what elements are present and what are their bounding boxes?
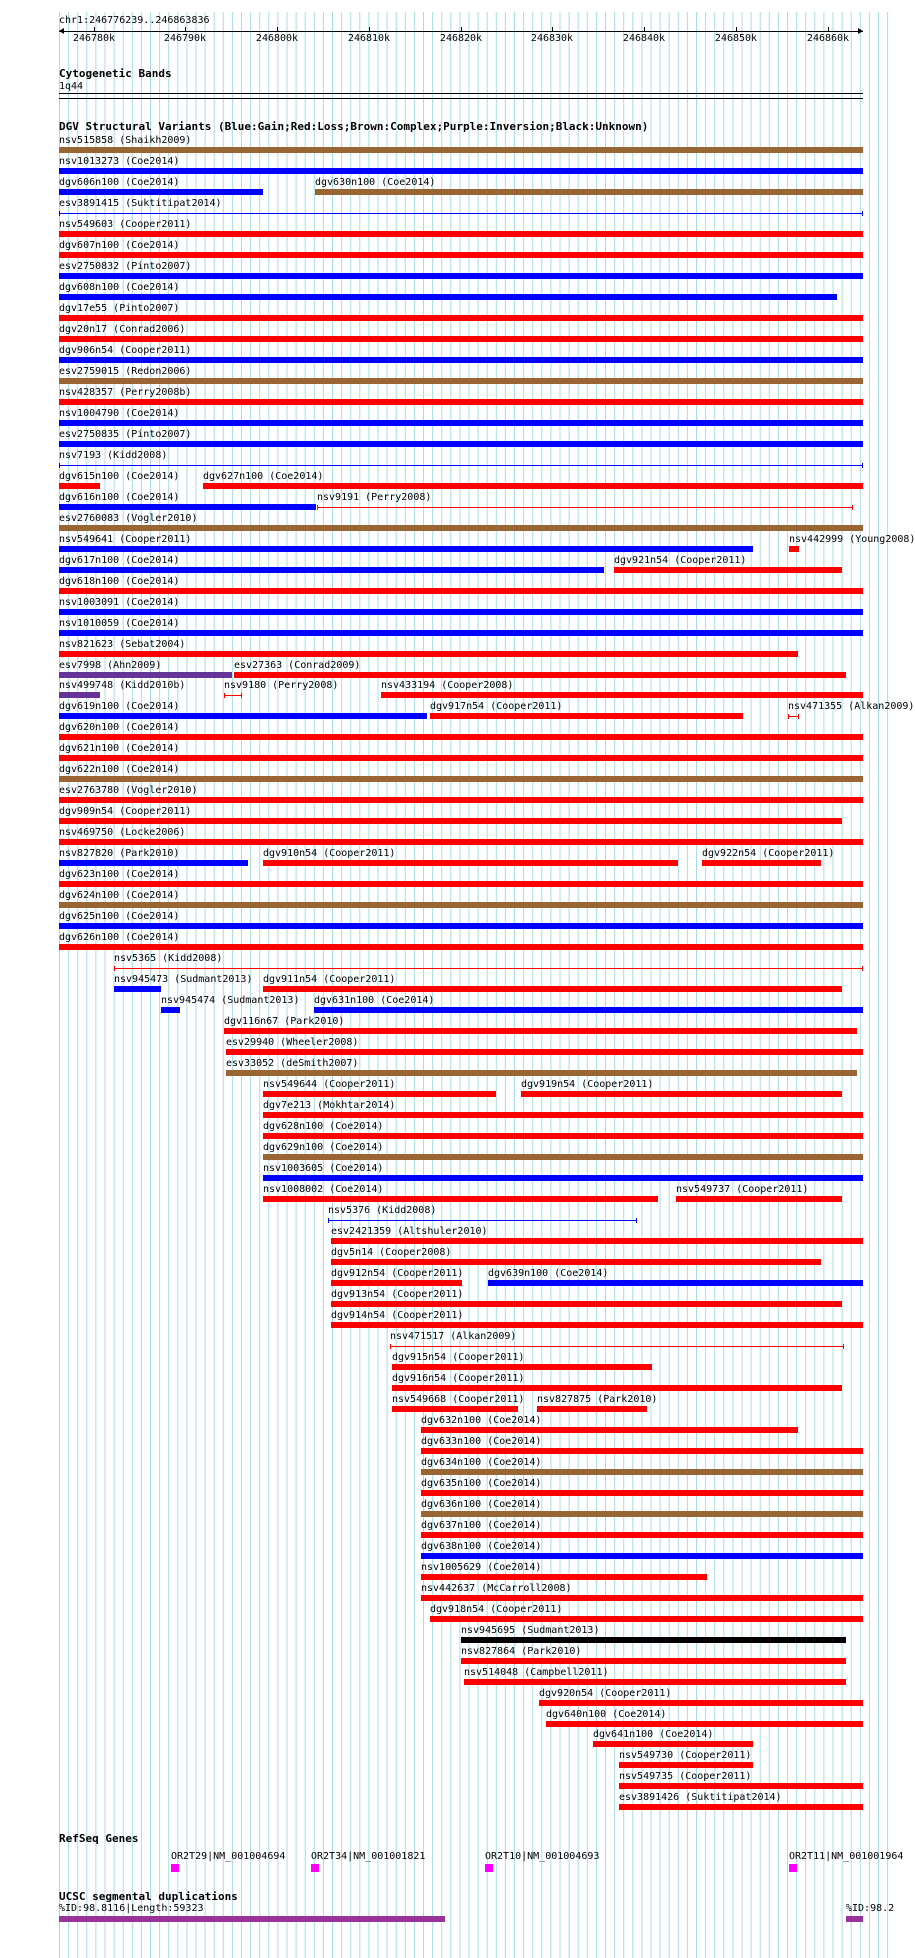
variant-label[interactable]: nsv945473 (Sudmant2013) [114,974,253,985]
variant-bar[interactable] [263,1175,863,1181]
variant-bar[interactable] [315,189,863,195]
gene-feature[interactable] [485,1864,493,1872]
variant-label[interactable]: dgv615n100 (Coe2014) [59,471,180,482]
refseq-track-title: RefSeq Genes [59,1832,139,1845]
variant-bar[interactable] [546,1721,863,1727]
variant-bar[interactable] [263,1133,863,1139]
variant-label[interactable]: esv29940 (Wheeler2008) [226,1037,359,1048]
segdup-track-title: UCSC segmental duplications [59,1890,238,1903]
variant-bar-end [636,1218,637,1223]
ruler-right-arrow[interactable] [858,28,863,34]
variant-label[interactable]: nsv1003091 (Coe2014) [59,597,180,608]
variant-bar-end [241,693,242,698]
variant-bar[interactable] [392,1385,842,1391]
variant-bar[interactable] [314,1007,863,1013]
variant-label[interactable]: nsv821623 (Sebat2004) [59,639,186,650]
variant-label[interactable]: dgv625n100 (Coe2014) [59,911,180,922]
variant-label[interactable]: nsv549737 (Cooper2011) [676,1184,809,1195]
variant-bar[interactable] [328,1220,637,1221]
variant-bar[interactable] [464,1679,846,1685]
variant-label[interactable]: nsv7193 (Kidd2008) [59,450,168,461]
variant-label[interactable]: dgv635n100 (Coe2014) [421,1478,542,1489]
variant-label[interactable]: dgv629n100 (Coe2014) [263,1142,384,1153]
variant-bar[interactable] [59,860,248,866]
variant-bar[interactable] [593,1741,753,1747]
variant-label[interactable]: nsv442999 (Young2008) [789,534,915,545]
variant-bar[interactable] [59,692,100,698]
variant-bar[interactable] [59,420,863,426]
variant-label[interactable]: dgv641n100 (Coe2014) [593,1729,714,1740]
gene-feature[interactable] [789,1864,797,1872]
variant-label[interactable]: dgv628n100 (Coe2014) [263,1121,384,1132]
variant-label[interactable]: dgv608n100 (Coe2014) [59,282,180,293]
variant-bar-end [390,1344,391,1349]
ruler-tick-label: 246780k [72,33,116,44]
variant-label[interactable]: dgv921n54 (Cooper2011) [614,555,747,566]
ruler-left-arrow[interactable] [59,28,64,34]
segdup-label[interactable]: %ID:98.2 [846,1903,895,1914]
position-label: chr1:246776239..246863836 [59,15,210,26]
variant-bar[interactable] [59,357,863,363]
variant-bar[interactable] [392,1406,518,1412]
variant-bar[interactable] [421,1427,798,1433]
ruler-tick [828,27,829,32]
variant-label[interactable]: dgv911n54 (Cooper2011) [263,974,396,985]
variant-bar[interactable] [59,546,753,552]
variant-bar[interactable] [224,1028,857,1034]
ruler-tick [644,27,645,32]
variant-bar[interactable] [59,567,604,573]
variant-bar[interactable] [263,1091,496,1097]
variant-label[interactable]: dgv637n100 (Coe2014) [421,1520,542,1531]
variant-label[interactable]: dgv639n100 (Coe2014) [488,1268,609,1279]
variant-label[interactable]: nsv945695 (Sudmant2013) [461,1625,600,1636]
variant-label[interactable]: nsv945474 (Sudmant2013) [161,995,300,1006]
variant-bar-end [862,966,863,971]
variant-bar[interactable] [317,507,853,508]
variant-bar-end [843,1344,844,1349]
variant-bar[interactable] [114,968,863,969]
variant-label[interactable]: esv2750832 (Pinto2007) [59,261,192,272]
variant-label[interactable]: esv2750835 (Pinto2007) [59,429,192,440]
variant-bar[interactable] [59,336,863,342]
variant-label[interactable]: dgv626n100 (Coe2014) [59,932,180,943]
variant-label[interactable]: dgv916n54 (Cooper2011) [392,1373,525,1384]
segdup-bar[interactable] [59,1916,445,1922]
variant-bar[interactable] [488,1280,863,1286]
ruler-tick-label: 246840k [622,33,666,44]
variant-bar[interactable] [676,1196,842,1202]
variant-label[interactable]: nsv549603 (Cooper2011) [59,219,192,230]
ruler-tick-label: 246800k [255,33,299,44]
variant-label[interactable]: nsv515858 (Shaikh2009) [59,135,192,146]
variant-bar[interactable] [430,713,743,719]
variant-bar[interactable] [702,860,821,866]
ruler-tick [185,27,186,32]
ruler-tick [277,27,278,32]
variant-label[interactable]: dgv909n54 (Cooper2011) [59,806,192,817]
variant-bar-end [114,966,115,971]
variant-label[interactable]: dgv912n54 (Cooper2011) [331,1268,464,1279]
variant-label[interactable]: esv3891426 (Suktitipat2014) [619,1792,782,1803]
variant-bar[interactable] [331,1301,842,1307]
variant-bar[interactable] [59,776,863,782]
ruler-tick-label: 246820k [439,33,483,44]
variant-label[interactable]: dgv630n100 (Coe2014) [315,177,436,188]
variant-label[interactable]: nsv5376 (Kidd2008) [328,1205,437,1216]
variant-label[interactable]: dgv634n100 (Coe2014) [421,1457,542,1468]
variant-bar[interactable] [614,567,842,573]
variant-bar[interactable] [59,713,427,719]
variant-bar[interactable] [59,651,798,657]
variant-label[interactable]: esv33052 (deSmith2007) [226,1058,359,1069]
variant-label[interactable]: dgv922n54 (Cooper2011) [702,848,835,859]
variant-label[interactable]: dgv906n54 (Cooper2011) [59,345,192,356]
ruler-tick [461,27,462,32]
variant-label[interactable]: nsv827875 (Park2010) [537,1394,658,1405]
variant-bar[interactable] [59,189,263,195]
variant-bar[interactable] [619,1804,863,1810]
variant-label[interactable]: esv2763780 (Vogler2010) [59,785,198,796]
variant-bar[interactable] [331,1259,821,1265]
variant-label[interactable]: nsv827864 (Park2010) [461,1646,582,1657]
variant-label[interactable]: dgv116n67 (Park2010) [224,1016,345,1027]
ruler-tick-label: 246790k [163,33,207,44]
variant-bar[interactable] [224,695,242,696]
variant-label[interactable]: nsv827820 (Park2010) [59,848,180,859]
variant-bar[interactable] [421,1532,863,1538]
variant-bar[interactable] [331,1322,863,1328]
variant-label[interactable]: dgv617n100 (Coe2014) [59,555,180,566]
variant-label[interactable]: nsv1005629 (Coe2014) [421,1562,542,1573]
variant-label[interactable]: nsv549641 (Cooper2011) [59,534,192,545]
dgv-track-title: DGV Structural Variants (Blue:Gain;Red:Loss;Brown:Complex;Purple:Inversion;Black:Unknown) [59,120,649,133]
variant-bar[interactable] [263,1154,863,1160]
variant-bar[interactable] [263,1112,863,1118]
variant-label[interactable]: nsv549644 (Cooper2011) [263,1079,396,1090]
variant-label[interactable]: dgv917n54 (Cooper2011) [430,701,563,712]
ruler-tick [94,27,95,32]
variant-bar[interactable] [59,168,863,174]
variant-bar[interactable] [421,1511,863,1517]
variant-label[interactable]: dgv919n54 (Cooper2011) [521,1079,654,1090]
variant-label[interactable]: nsv428357 (Perry2008b) [59,387,192,398]
variant-label[interactable]: dgv17e55 (Pinto2007) [59,303,180,314]
variant-label[interactable]: dgv914n54 (Cooper2011) [331,1310,464,1321]
variant-bar-end [852,505,853,510]
variant-bar[interactable] [421,1553,863,1559]
variant-bar[interactable] [59,213,863,214]
variant-label[interactable]: nsv442637 (McCarroll2008) [421,1583,572,1594]
variant-bar-end [317,505,318,510]
variant-label[interactable]: dgv616n100 (Coe2014) [59,492,180,503]
variant-label[interactable]: esv2421359 (Altshuler2010) [331,1226,488,1237]
variant-bar[interactable] [59,252,863,258]
variant-label[interactable]: dgv627n100 (Coe2014) [203,471,324,482]
variant-label[interactable]: dgv633n100 (Coe2014) [421,1436,542,1447]
variant-bar[interactable] [59,294,837,300]
ruler-tick [736,27,737,32]
variant-bar[interactable] [59,734,863,740]
variant-label[interactable]: dgv620n100 (Coe2014) [59,722,180,733]
cytoband-line-bottom [59,98,863,99]
variant-label[interactable]: dgv623n100 (Coe2014) [59,869,180,880]
variant-label[interactable]: esv3891415 (Suktitipat2014) [59,198,222,209]
variant-bar[interactable] [59,630,863,636]
variant-bar[interactable] [161,1007,180,1013]
variant-bar[interactable] [59,378,863,384]
variant-label[interactable]: nsv471517 (Alkan2009) [390,1331,517,1342]
variant-bar-end [224,693,225,698]
variant-bar[interactable] [390,1346,844,1347]
variant-bar[interactable] [461,1658,846,1664]
gene-label[interactable]: OR2T34|NM_001001821 [311,1851,426,1862]
variant-label[interactable]: dgv621n100 (Coe2014) [59,743,180,754]
variant-bar[interactable] [59,609,863,615]
variant-bar-end [798,714,799,719]
gene-label[interactable]: OR2T29|NM_001004694 [171,1851,286,1862]
variant-label[interactable]: dgv631n100 (Coe2014) [314,995,435,1006]
variant-label[interactable]: nsv499748 (Kidd2010b) [59,680,186,691]
variant-label[interactable]: nsv1013273 (Coe2014) [59,156,180,167]
variant-bar-end [788,714,789,719]
gene-label[interactable]: OR2T10|NM_001004693 [485,1851,600,1862]
variant-bar-end [59,463,60,468]
variant-label[interactable]: dgv607n100 (Coe2014) [59,240,180,251]
ruler-tick-label: 246860k [806,33,850,44]
ruler-tick-label: 246850k [714,33,758,44]
variant-bar[interactable] [392,1364,652,1370]
variant-label[interactable]: dgv618n100 (Coe2014) [59,576,180,587]
ruler-tick [369,27,370,32]
variant-label[interactable]: dgv910n54 (Cooper2011) [263,848,396,859]
variant-bar[interactable] [421,1469,863,1475]
variant-bar[interactable] [203,483,863,489]
variant-label[interactable]: dgv913n54 (Cooper2011) [331,1289,464,1300]
gene-feature[interactable] [311,1864,319,1872]
variant-label[interactable]: dgv636n100 (Coe2014) [421,1499,542,1510]
variant-bar[interactable] [263,1196,658,1202]
variant-label[interactable]: esv7998 (Ahn2009) [59,660,162,671]
variant-bar[interactable] [234,672,846,678]
variant-label[interactable]: dgv7e213 (Mokhtar2014) [263,1100,396,1111]
variant-label[interactable]: nsv9191 (Perry2008) [317,492,432,503]
variant-bar[interactable] [226,1070,857,1076]
variant-bar[interactable] [114,986,161,992]
variant-bar[interactable] [331,1238,863,1244]
variant-label[interactable]: nsv549730 (Cooper2011) [619,1750,752,1761]
variant-bar[interactable] [421,1574,707,1580]
variant-bar[interactable] [331,1280,462,1286]
variant-bar[interactable] [619,1762,753,1768]
cytoband-label: 1q44 [59,81,84,92]
variant-bar[interactable] [59,231,863,237]
variant-bar[interactable] [381,692,863,698]
variant-bar[interactable] [619,1783,863,1789]
variant-bar[interactable] [430,1616,863,1622]
variant-label[interactable]: dgv915n54 (Cooper2011) [392,1352,525,1363]
variant-bar[interactable] [461,1637,846,1643]
variant-bar[interactable] [59,273,863,279]
variant-bar-end [328,1218,329,1223]
variant-bar[interactable] [421,1490,863,1496]
variant-label[interactable]: nsv1008002 (Coe2014) [263,1184,384,1195]
variant-bar[interactable] [59,465,863,466]
variant-label[interactable]: nsv549735 (Cooper2011) [619,1771,752,1782]
variant-label[interactable]: esv2759015 (Redon2006) [59,366,192,377]
variant-label[interactable]: dgv5n14 (Cooper2008) [331,1247,452,1258]
variant-bar[interactable] [59,755,863,761]
variant-bar[interactable] [537,1406,647,1412]
cytogenetic-bands-title: Cytogenetic Bands [59,67,172,80]
variant-bar[interactable] [521,1091,842,1097]
variant-label[interactable]: dgv632n100 (Coe2014) [421,1415,542,1426]
variant-label[interactable]: esv27363 (Conrad2009) [234,660,361,671]
variant-bar[interactable] [421,1595,863,1601]
variant-bar[interactable] [59,881,863,887]
variant-label[interactable]: nsv469750 (Locke2006) [59,827,186,838]
ruler-tick [552,27,553,32]
gene-label[interactable]: OR2T11|NM_001001964 [789,1851,904,1862]
ruler-tick-label: 246830k [530,33,574,44]
variant-label[interactable]: nsv1004790 (Coe2014) [59,408,180,419]
variant-label[interactable]: nsv1003605 (Coe2014) [263,1163,384,1174]
cytoband-line-top [59,93,863,94]
variant-bar-end [862,211,863,216]
variant-bar[interactable] [59,797,863,803]
variant-bar[interactable] [421,1448,863,1454]
variant-label[interactable]: nsv549668 (Cooper2011) [392,1394,525,1405]
variant-bar[interactable] [59,818,842,824]
variant-bar[interactable] [59,525,863,531]
variant-bar[interactable] [789,546,799,552]
variant-label[interactable]: nsv433194 (Cooper2008) [381,680,514,691]
variant-bar[interactable] [59,504,316,510]
variant-bar[interactable] [59,902,863,908]
variant-bar[interactable] [539,1700,863,1706]
segdup-bar[interactable] [846,1916,863,1922]
variant-label[interactable]: nsv471355 (Alkan2009) [788,701,915,712]
ruler [0,0,890,50]
variant-label[interactable]: dgv640n100 (Coe2014) [546,1709,667,1720]
variant-bar[interactable] [59,441,863,447]
variant-label[interactable]: nsv1010059 (Coe2014) [59,618,180,629]
variant-label[interactable]: dgv918n54 (Cooper2011) [430,1604,563,1615]
variant-bar[interactable] [59,315,863,321]
ruler-tick-label: 246810k [347,33,391,44]
variant-label[interactable]: nsv5365 (Kidd2008) [114,953,223,964]
variant-bar[interactable] [59,147,863,153]
variant-bar-end [59,211,60,216]
variant-label[interactable]: dgv20n17 (Conrad2006) [59,324,186,335]
variant-label[interactable]: dgv619n100 (Coe2014) [59,701,180,712]
variant-label[interactable]: dgv624n100 (Coe2014) [59,890,180,901]
variant-bar-end [862,463,863,468]
variant-bar[interactable] [59,923,863,929]
variant-label[interactable]: nsv514048 (Campbell2011) [464,1667,609,1678]
variant-bar[interactable] [263,860,678,866]
variant-label[interactable]: nsv9180 (Perry2008) [224,680,339,691]
variant-bar[interactable] [59,944,863,950]
variant-label[interactable]: dgv638n100 (Coe2014) [421,1541,542,1552]
variant-label[interactable]: dgv606n100 (Coe2014) [59,177,180,188]
variant-bar[interactable] [59,483,100,489]
variant-bar[interactable] [226,1049,863,1055]
variant-bar[interactable] [263,986,842,992]
variant-bar[interactable] [59,588,863,594]
variant-label[interactable]: dgv920n54 (Cooper2011) [539,1688,672,1699]
variant-label[interactable]: dgv622n100 (Coe2014) [59,764,180,775]
segdup-label[interactable]: %ID:98.8116|Length:59323 [59,1903,204,1914]
variant-bar[interactable] [59,839,863,845]
variant-bar[interactable] [59,399,863,405]
variant-label[interactable]: esv2760083 (Vogler2010) [59,513,198,524]
gene-feature[interactable] [171,1864,179,1872]
variant-bar[interactable] [59,672,232,678]
